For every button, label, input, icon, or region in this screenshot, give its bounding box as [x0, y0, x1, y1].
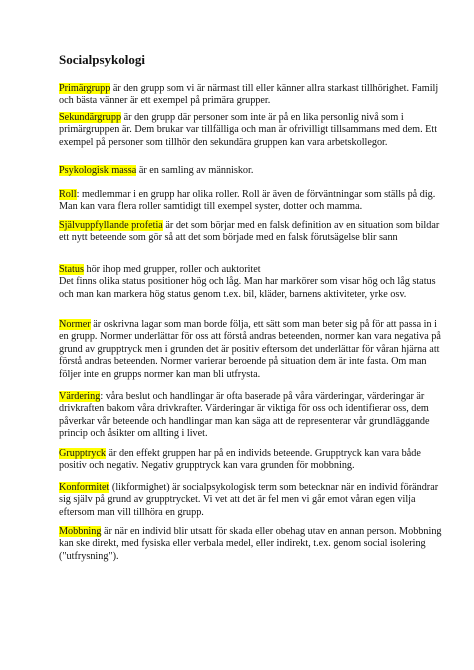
paragraph-body: är en samling av människor.	[136, 165, 254, 176]
highlighted-term: Psykologisk massa	[59, 165, 137, 176]
highlighted-term: Status	[59, 264, 84, 275]
paragraph-sekundargrupp	[59, 112, 444, 149]
paragraph-body: är när en individ blir utsatt för skada eller obehag utav en annan person. Mobbning kan ske direkt, med fysiska eller verbala medel, eller indirekt, t.ex. genom social isolering ("utfrysning").	[59, 526, 442, 562]
paragraph-body: är den effekt gruppen har på en individs beteende. Grupptryck kan vara både positiv och negativ. Negativ grupptryck kan vara grunden för mobbning.	[59, 448, 421, 472]
paragraph-status	[59, 264, 444, 301]
highlighted-term: Primärgrupp	[59, 83, 111, 94]
highlighted-term: Konformitet	[59, 482, 110, 493]
highlighted-term: Värdering	[59, 391, 101, 402]
paragraph-mobbning	[59, 526, 444, 563]
paragraph-body: är oskrivna lagar som man borde följa, ett sätt som man beter sig på för att passa in i en grupp. Normer underlättar för oss att förstå andras beteenden, normer kan vara negativa på grund av grupptryck men i grunden det är positiv eftersom det underlättar för våran hjärna att förstå andras beteenden. Normer varierar beroende på situation dem är inte fasta. Om man följer inte en grupps normer kan man bli utfrysta.	[59, 319, 441, 380]
highlighted-term: Självuppfyllande profetia	[59, 220, 163, 231]
highlighted-term: Sekundärgrupp	[59, 112, 122, 123]
highlighted-term: Normer	[59, 319, 91, 330]
highlighted-term: Roll	[59, 189, 77, 200]
paragraph-vardering	[59, 391, 444, 441]
paragraph-konformitet	[59, 482, 444, 519]
paragraph-body: är den grupp där personer som inte är på en lika personlig nivå som i primärgruppen är. Dem brukar var tillfälliga och man är ofrivilligt tillsammans med dem. Ett exempel på personer som tillhör den sekundära gruppen kan vara arbetskollegor.	[59, 112, 438, 148]
paragraph-body: (likformighet) är socialpsykologisk term som betecknar när en individ förändrar sig själv på grund av grupptrycket. Vi vet att det är fel men vi går emot våran egen vilja eftersom man vill tillhöra en grupp.	[59, 482, 439, 518]
paragraph-body: är det som börjar med en falsk definition av en situation som bildar ett nytt beteende som gör så att det som började med en falsk förutsägelse blir sann	[59, 220, 440, 244]
paragraph-sjalvuppfyllande-profetia	[59, 220, 444, 245]
highlighted-term: Mobbning	[59, 526, 102, 537]
paragraph-body: är den grupp som vi är närmast till eller känner allra starkast tillhörighet. Familj och bästa vänner är ett exempel på primära grupper.	[59, 83, 439, 107]
highlighted-term: Grupptryck	[59, 448, 106, 459]
paragraph-grupptryck	[59, 448, 444, 473]
paragraph-psykologisk-massa	[59, 165, 444, 177]
paragraph-body: : medlemmar i en grupp har olika roller. Roll är även de förväntningar som ställs på dig. Man kan vara flera roller samtidigt till exempel syster, dotter och mamma.	[59, 189, 436, 213]
paragraph-primargrupp	[59, 83, 444, 108]
paragraph-body: : våra beslut och handlingar är ofta baserade på våra värderingar, värderingar är drivkraften bakom våra drivkrafter. Värderingar är viktiga för oss och identifierar oss, dem påverkar vår beteende och handlingar man kan säga att de representerar vår grundläggande princip och åsikter om allting i livet.	[59, 391, 430, 440]
paragraph-roll	[59, 189, 444, 214]
paragraph-body: hör ihop med grupper, roller och auktoritet Det finns olika status positioner hög och låg. Man har markörer som visar hög och låg status och man kan markera hög status genom t.ex. bil, kläder, barnens aktiviteter, yrke osv.	[59, 264, 436, 300]
document-title: Socialpsykologi	[59, 52, 145, 67]
paragraph-normer	[59, 319, 444, 381]
